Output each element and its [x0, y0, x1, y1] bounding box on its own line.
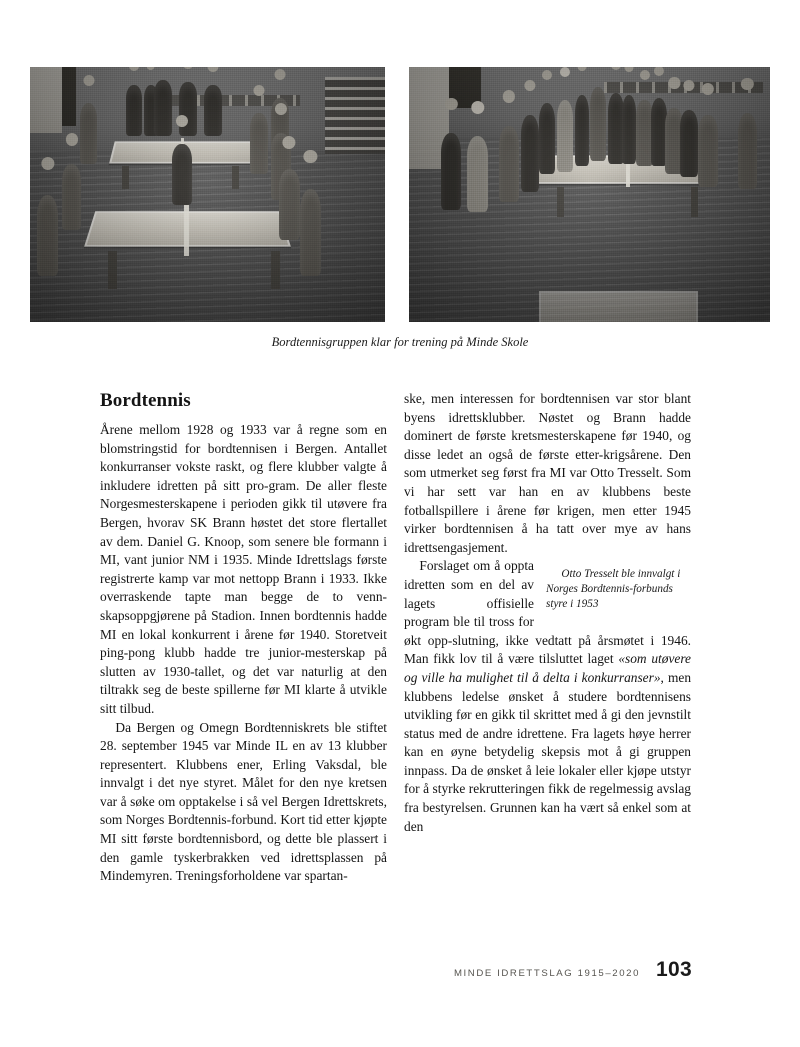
gym-doorway — [62, 67, 76, 126]
portrait-figure — [546, 561, 691, 611]
player-figure — [590, 87, 606, 161]
player-figure — [521, 115, 539, 192]
page-number: 103 — [656, 958, 692, 981]
page-title: Bordtennis — [100, 390, 191, 411]
player-figure — [622, 95, 636, 164]
gym-photo-left — [30, 67, 385, 322]
player-figure — [179, 82, 197, 136]
paragraph-text-after-quote: , men klubbens ledelse ønsket å studere bordtennisens utvikling før en gikk til skrittet med å gi den jevnstilt status med de andre idrettene. Fra lagets høye herrer kan en øyne betydelig skepsis mot å gi gruppen innpass. Da de ønsket å leie lokaler eller kjøpe utstyr for å styrke rekrutteringen fikk de regelmessig avslag fra bestyrelsen. Grunnen kan ha vært så enkel som at den — [404, 669, 692, 834]
table-leg-near-right — [271, 251, 280, 289]
body-paragraph: Årene mellom 1928 og 1933 var å regne som en blomstringstid for bordtennisen i Bergen. Antallet konkurranser vokste raskt, og flere klubber valgte å inkludere idretten på sitt pro-gram. De aller fleste Norgesmesterskapene i perioden gikk til utøvere fra Bergen, hvorav SK Brann høstet det store flertallet av dem. Daniel G. Knoop, som senere ble formann i MI, vant junior NM i 1935. Minde Idrettslags første registrerte kamp var mot nettopp Brann i 1933. Ikke overraskende tapte man begge de to venn-skapsoppgjørene på Stadion. Innen bordtennis hadde MI en lokal konkurrent i årene før 1940. Storetveit ping-pong klubb hadde tre junior-mesterskap på slutten av 1930-tallet, og det var naturlig at den tiltrakk seg de beste spillerne før MI klarte å utvikle sitt tilbud. — [100, 422, 387, 716]
table-net-near — [184, 200, 188, 256]
player-figure — [467, 136, 489, 213]
body-paragraph: ske, men interessen for bordtennisen var stor blant byens idrettsklubber. Nøstet og Brann hadde dominert de første kretsmesterskapene før 1940, og disse ledet an også de første etter-krigsårene. Den som utmerket seg først fra MI var Otto Tresselt. Som vi har sett var han en av klubbens beste fotballspillere i årene før krigen, men etter 1945 virker bordtennisen å ha tatt over mye av hans idrettsengasjement. — [404, 391, 691, 555]
paragraph-text-before-quote: Forslaget om å oppta idretten som en del av lagets offisielle program ble til tross for økt opp-slutning, ikke vedtatt på årsmøtet i 1946. Man fikk lov til å være tilsluttet laget — [404, 558, 691, 667]
photo-caption: Bordtennisgruppen klar for trening på Minde Skole — [271, 335, 529, 349]
player-figure — [698, 115, 718, 186]
gym-wall-bars — [325, 77, 385, 154]
player-figure — [575, 95, 589, 166]
portrait-caption: Otto Tresselt ble innvalgt i Norges Bordtennis-forbunds styre i 1953 — [546, 568, 681, 610]
body-paragraph-with-portrait — [404, 557, 691, 836]
text-column-right — [404, 390, 691, 836]
table-leg-far-left — [122, 166, 129, 189]
gym-photo-right — [409, 67, 770, 322]
player-figure — [154, 80, 172, 136]
player-figure-serving — [172, 144, 192, 205]
table-leg-far-right — [232, 166, 239, 189]
player-figure — [738, 113, 758, 190]
player-figure — [499, 126, 519, 203]
player-figure — [80, 103, 98, 164]
table-leg-right — [691, 187, 698, 218]
player-figure — [279, 169, 300, 240]
player-figure — [680, 110, 698, 176]
paragraph-quote: «som utøvere og ville ha mulighet til å delta i konkurranser» — [404, 651, 691, 685]
text-column-left — [100, 390, 387, 886]
table-leg-left — [557, 187, 564, 218]
player-figure — [539, 103, 555, 174]
footer-publication-title: MINDE IDRETTSLAG 1915–2020 — [453, 968, 641, 979]
player-figure — [62, 164, 82, 230]
player-figure — [557, 100, 573, 171]
player-figure — [204, 85, 222, 136]
table-leg-near-left — [108, 251, 117, 289]
body-paragraph: Da Bergen og Omegn Bordtenniskrets ble stiftet 28. september 1945 var Minde IL en av 13 klubber representert. Klubbens ener, Erling Vaksdal, ble innvalgt i det nye styret. Målet for den nye kretsen var å søke om opptakelse i så vel Bergen Idrettskrets, som Norges Bordtennis-forbund. Kort tid etter kjøpte MI sitt første bordtennisbord, og dette ble plassert i den gamle tyskerbrakken ved idrettsplassen på Mindemyren. Treningsforholdene var spartan- — [100, 719, 387, 884]
player-figure — [37, 195, 58, 277]
player-figure — [250, 113, 268, 174]
page-footer — [404, 958, 692, 982]
player-figure — [300, 189, 321, 276]
player-figure — [126, 85, 142, 136]
table-tennis-table-foreground — [539, 291, 698, 322]
photo-row — [30, 67, 770, 322]
player-figure — [441, 133, 461, 210]
gym-wall-light-panel — [30, 67, 62, 133]
